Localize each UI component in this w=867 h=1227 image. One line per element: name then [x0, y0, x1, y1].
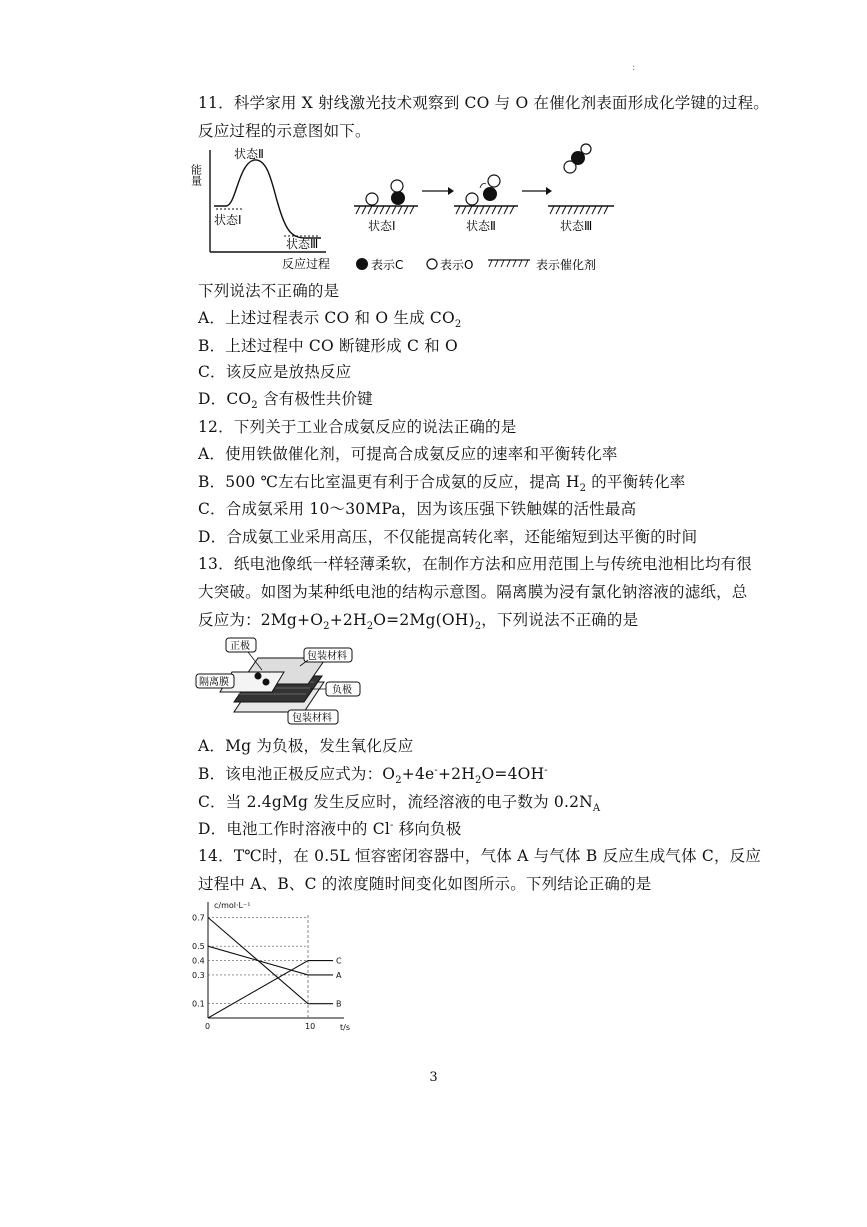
- q11-option-a: A．上述过程表示 CO 和 O 生成 $CO_2$: [198, 309, 462, 331]
- q14-line2: 过程中 A、B、C 的浓度随时间变化如图所示。下列结论正确的是: [198, 875, 652, 893]
- energy-state2-label: 状态Ⅱ: [234, 147, 264, 161]
- q12-option-d: D．合成氨工业采用高压，不仅能提高转化率，还能缩短到达平衡的时间: [198, 528, 698, 546]
- oxygen-atom-icon: [391, 180, 403, 192]
- legend-cat-label: 表示催化剂: [536, 258, 597, 272]
- q12-option-c: C．合成氨采用 10～30MPa，因为该压强下铁触媒的活性最高: [198, 500, 637, 518]
- series-label-C: C: [336, 956, 342, 966]
- energy-state1-label: 状态Ⅰ: [214, 213, 242, 227]
- y-tick-label: 0.1: [192, 999, 205, 1009]
- legend-carbon-icon: [356, 258, 368, 270]
- q11-option-c: C．该反应是放热反应: [198, 363, 352, 381]
- oxygen-atom-icon: [581, 144, 591, 154]
- q13-option-a: A．Mg 为负极，发生氧化反应: [198, 737, 414, 755]
- q13-option-b: B．该电池正极反应式为：$O_2+4e^-+2H_2O=4OH^-$: [198, 764, 548, 787]
- separator-label: 隔离膜: [199, 677, 229, 688]
- q11-figure: [189, 144, 636, 280]
- legend-o-label: 表示O: [440, 258, 474, 272]
- q14-concentration-chart: [190, 898, 360, 1036]
- stray-mark: :: [632, 62, 636, 73]
- oxygen-atom-icon: [466, 193, 478, 205]
- q13-line3: 反应为：$2Mg+O_2+2H_2O=2Mg(OH)_2$，下列说法不正确的是: [198, 611, 639, 633]
- x-axis-label: t/s: [340, 1023, 350, 1032]
- energy-axis-label: 能量: [189, 164, 203, 186]
- energy-state3-label: 状态Ⅲ: [286, 237, 319, 251]
- q14-line1: 14．T℃时，在 0.5L 恒容密闭容器中，气体 A 与气体 B 反应生成气体 C，反应: [198, 847, 762, 865]
- q12-stem: 12．下列关于工业合成氨反应的说法正确的是: [198, 418, 517, 436]
- y-tick-label: 0.5: [192, 942, 205, 952]
- q13-battery-figure: [196, 636, 376, 732]
- x-tick-label: 10: [305, 1022, 316, 1031]
- legend-oxygen-icon: [427, 259, 437, 269]
- q12-option-a: A．使用铁做催化剂，可提高合成氨反应的速率和平衡转化率: [198, 445, 618, 463]
- carbon-atom-icon: [391, 191, 405, 205]
- carbon-atom-icon: [483, 187, 497, 201]
- oxygen-atom-icon: [488, 175, 500, 187]
- state2-diagram: [454, 175, 518, 233]
- arrow-icon: [522, 187, 552, 195]
- series-label-B: B: [336, 999, 342, 1009]
- q13-line2: 大突破。如图为某种纸电池的结构示意图。隔离膜为浸有氯化钠溶液的滤纸，总: [198, 583, 748, 601]
- negative-label: 负极: [332, 685, 352, 696]
- q11-line1: 11．科学家用 X 射线激光技术观察到 CO 与 O 在催化剂表面形成化学键的过程。: [198, 94, 769, 112]
- q13-line1: 13．纸电池像纸一样轻薄柔软，在制作方法和应用范围上与传统电池相比均有很: [198, 555, 752, 573]
- q13-option-d: D．电池工作时溶液中的 Cl- 移向负极: [198, 819, 462, 838]
- series-label-A: A: [336, 970, 342, 980]
- q11-line2: 反应过程的示意图如下。: [198, 122, 371, 140]
- pack-bottom-label: 包装材料: [292, 713, 332, 724]
- state1-diagram: [354, 180, 418, 233]
- legend: [356, 257, 596, 272]
- series-line-C: [208, 961, 333, 1018]
- positive-label: 正极: [230, 641, 250, 652]
- y-axis-label: c/mol·L⁻¹: [214, 901, 251, 910]
- energy-x-label: 反应过程: [282, 257, 331, 271]
- y-tick-label: 0.7: [192, 913, 205, 923]
- q11-stem: 下列说法不正确的是: [198, 282, 340, 300]
- oxygen-atom-icon: [366, 193, 378, 205]
- q11-option-d: D．$CO_2$ 含有极性共价键: [198, 390, 373, 412]
- x-tick-label: 0: [205, 1022, 211, 1031]
- legend-c-label: 表示C: [371, 258, 404, 272]
- state2-label: 状态Ⅱ: [466, 219, 496, 233]
- state3-diagram: [548, 144, 614, 233]
- state3-label: 状态Ⅲ: [560, 219, 593, 233]
- q13-option-c: C．当 2.4gMg 发生反应时，流经溶液的电子数为 $0.2N_A$: [198, 793, 601, 815]
- y-tick-label: 0.3: [192, 970, 205, 980]
- pack-top-label: 包装材料: [307, 651, 347, 662]
- page-number: 3: [429, 1070, 438, 1085]
- arrow-icon: [422, 187, 454, 195]
- state1-label: 状态Ⅰ: [368, 219, 396, 233]
- q12-option-b: B．500 ℃左右比室温更有利于合成氨的反应，提高 $H_2$ 的平衡转化率: [198, 473, 686, 495]
- q11-option-b: B．上述过程中 CO 断键形成 C 和 O: [198, 337, 458, 355]
- y-tick-label: 0.4: [192, 956, 205, 966]
